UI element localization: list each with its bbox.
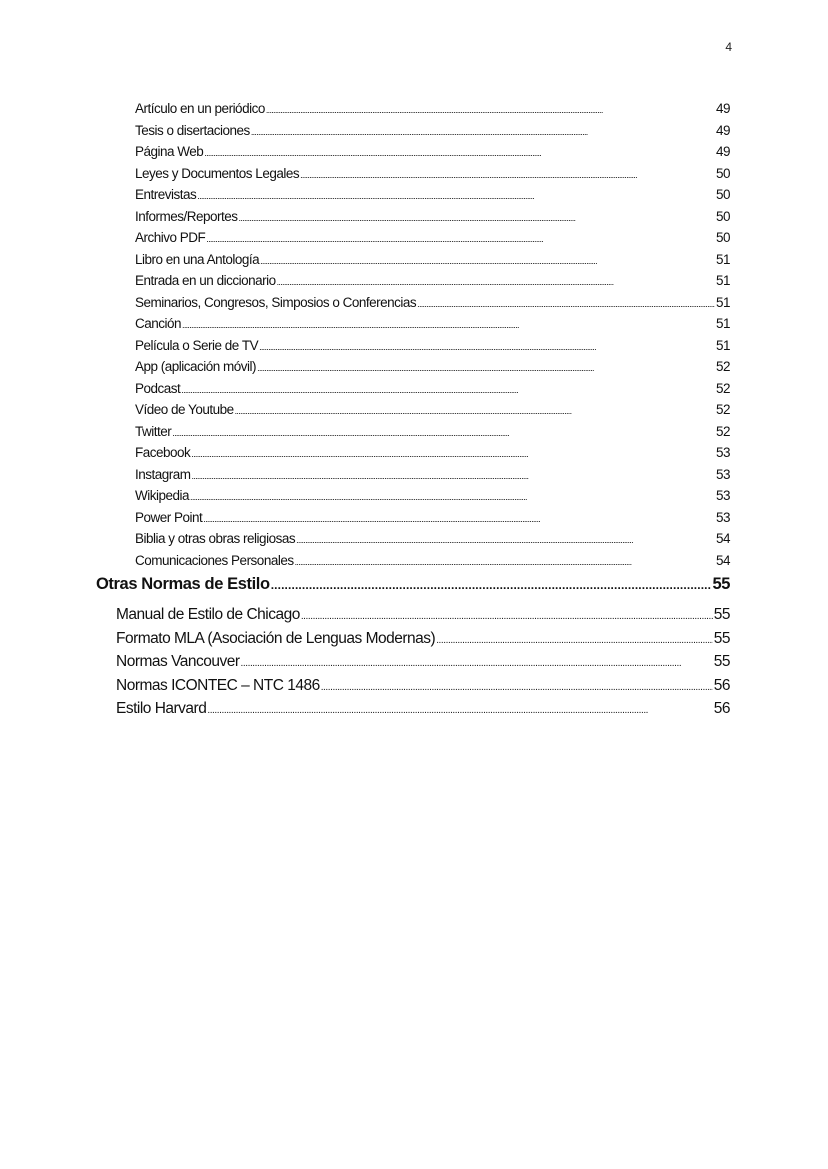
toc-entry-page: 49: [715, 122, 730, 138]
toc-entry-label: Archivo PDF: [135, 230, 206, 245]
dot-leader: [321, 674, 713, 700]
toc-entry-informes[interactable]: [96, 206, 730, 228]
toc-entry-label: Formato MLA (Asociación de Lenguas Modernas): [116, 629, 436, 647]
toc-entry-page: 51: [715, 251, 730, 267]
toc-entry-power-point[interactable]: [96, 507, 730, 529]
dot-leader: [190, 485, 715, 509]
toc-entry-twitter[interactable]: [96, 421, 730, 443]
toc-entry-tesis[interactable]: [96, 120, 730, 142]
dot-leader: [197, 184, 715, 208]
toc-entry-label: Artículo en un periódico: [135, 101, 265, 116]
toc-entry-label: Entrevistas: [135, 187, 197, 202]
toc-entry-label: Película o Serie de TV: [135, 337, 259, 353]
toc-entry-page: 51: [715, 273, 730, 288]
toc-entry-label: Tesis o disertaciones: [135, 122, 250, 138]
toc-entry-page: 50: [715, 208, 730, 224]
toc-entry-label: Twitter: [135, 423, 172, 439]
toc-entry-vancouver[interactable]: [96, 650, 730, 674]
toc-entry-label: Entrada en un diccionario: [135, 273, 276, 288]
dot-leader: [191, 442, 715, 466]
toc-entry-label: Normas ICONTEC – NTC 1486: [116, 676, 320, 694]
toc-entry-label: Leyes y Documentos Legales: [135, 165, 300, 181]
toc-entry-page: 49: [715, 144, 730, 159]
toc-entry-label: Wikipedia: [135, 488, 190, 503]
toc-section-label: Otras Normas de Estilo: [96, 575, 270, 593]
toc-entry-instagram[interactable]: [96, 464, 730, 486]
toc-entry-page: 56: [713, 700, 730, 717]
table-of-contents: [96, 98, 730, 721]
toc-entry-pelicula[interactable]: [96, 335, 730, 357]
dot-leader: [207, 697, 712, 723]
toc-entry-page: 54: [715, 531, 730, 546]
toc-entry-page: 52: [715, 359, 730, 374]
toc-entry-page: 54: [715, 552, 730, 568]
dot-leader: [172, 421, 715, 445]
dot-leader: [295, 550, 715, 574]
page-number: 4: [725, 40, 732, 54]
toc-entry-seminarios[interactable]: [96, 292, 730, 314]
toc-entry-app[interactable]: [96, 356, 730, 378]
toc-entry-page: 50: [715, 165, 730, 181]
toc-entry-page: 52: [715, 402, 730, 417]
dot-leader: [182, 313, 715, 337]
dot-leader: [241, 650, 713, 676]
toc-entry-label: App (aplicación móvil): [135, 359, 257, 374]
toc-entry-page: 52: [715, 423, 730, 439]
toc-entry-libro-antologia[interactable]: [96, 249, 730, 271]
toc-entry-page: 55: [713, 653, 730, 670]
toc-entry-page: 53: [715, 466, 730, 482]
toc-entry-leyes[interactable]: [96, 163, 730, 185]
dot-leader: [277, 270, 715, 294]
dot-leader: [239, 206, 715, 230]
toc-entry-label: Podcast: [135, 380, 181, 396]
toc-entry-page: 50: [715, 187, 730, 202]
dot-leader: [181, 378, 715, 402]
toc-entry-page: 56: [713, 676, 730, 694]
toc-entry-label: Canción: [135, 316, 182, 331]
toc-entry-archivo-pdf[interactable]: [96, 227, 730, 249]
toc-entry-page: 50: [715, 230, 730, 245]
dot-leader: [257, 356, 715, 380]
toc-entry-label: Biblia y otras obras religiosas: [135, 531, 296, 546]
dot-leader: [203, 507, 715, 531]
toc-entry-icontec[interactable]: [96, 674, 730, 698]
toc-entry-label: Comunicaciones Personales: [135, 552, 294, 568]
toc-entry-pagina-web[interactable]: [96, 141, 730, 163]
dot-leader: [260, 249, 715, 273]
toc-entry-label: Instagram: [135, 466, 191, 482]
toc-entry-label: Seminarios, Congresos, Simposios o Conferencias: [135, 294, 417, 310]
dot-leader: [235, 399, 715, 423]
toc-entry-label: Informes/Reportes: [135, 208, 238, 224]
toc-entry-page: 51: [715, 316, 730, 331]
dot-leader: [296, 528, 715, 552]
dot-leader: [271, 572, 712, 598]
toc-entry-cancion[interactable]: [96, 313, 730, 335]
toc-entry-entrevistas[interactable]: [96, 184, 730, 206]
dot-leader: [251, 120, 715, 144]
toc-entry-label: Power Point: [135, 509, 203, 525]
toc-entry-label: Vídeo de Youtube: [135, 402, 234, 417]
dot-leader: [266, 98, 715, 122]
dot-leader: [300, 163, 715, 187]
toc-entry-mla[interactable]: [96, 627, 730, 651]
toc-entry-page: 51: [715, 337, 730, 353]
toc-entry-label: Manual de Estilo de Chicago: [116, 606, 300, 623]
toc-section-otras-normas[interactable]: [96, 572, 730, 597]
dot-leader: [417, 292, 715, 316]
dot-leader: [259, 335, 715, 359]
toc-entry-youtube[interactable]: [96, 399, 730, 421]
toc-entry-page: 53: [715, 509, 730, 525]
dot-leader: [204, 141, 715, 165]
toc-entry-label: Normas Vancouver: [116, 653, 240, 670]
toc-entry-biblia[interactable]: [96, 528, 730, 550]
toc-entry-chicago[interactable]: [96, 603, 730, 627]
toc-entry-articulo-periodico[interactable]: [96, 98, 730, 120]
toc-entry-page: 52: [715, 380, 730, 396]
toc-entry-page: 55: [713, 606, 730, 623]
toc-entry-label: Libro en una Antología: [135, 251, 260, 267]
toc-entry-page: 53: [715, 488, 730, 503]
toc-entry-label: Página Web: [135, 144, 204, 159]
toc-entry-diccionario[interactable]: [96, 270, 730, 292]
dot-leader: [192, 464, 715, 488]
toc-entry-page: 55: [713, 629, 730, 647]
toc-section-page: 55: [712, 575, 730, 593]
toc-entry-harvard[interactable]: [96, 697, 730, 721]
toc-entry-page: 49: [715, 101, 730, 116]
toc-entry-page: 51: [715, 294, 730, 310]
toc-entry-podcast[interactable]: [96, 378, 730, 400]
toc-entry-facebook[interactable]: [96, 442, 730, 464]
toc-entry-label: Facebook: [135, 445, 191, 460]
dot-leader: [206, 227, 715, 251]
toc-entry-wikipedia[interactable]: [96, 485, 730, 507]
toc-entry-label: Estilo Harvard: [116, 700, 207, 717]
toc-entry-page: 53: [715, 445, 730, 460]
dot-leader: [301, 603, 713, 629]
toc-entry-comunicaciones[interactable]: [96, 550, 730, 572]
dot-leader: [436, 627, 713, 653]
